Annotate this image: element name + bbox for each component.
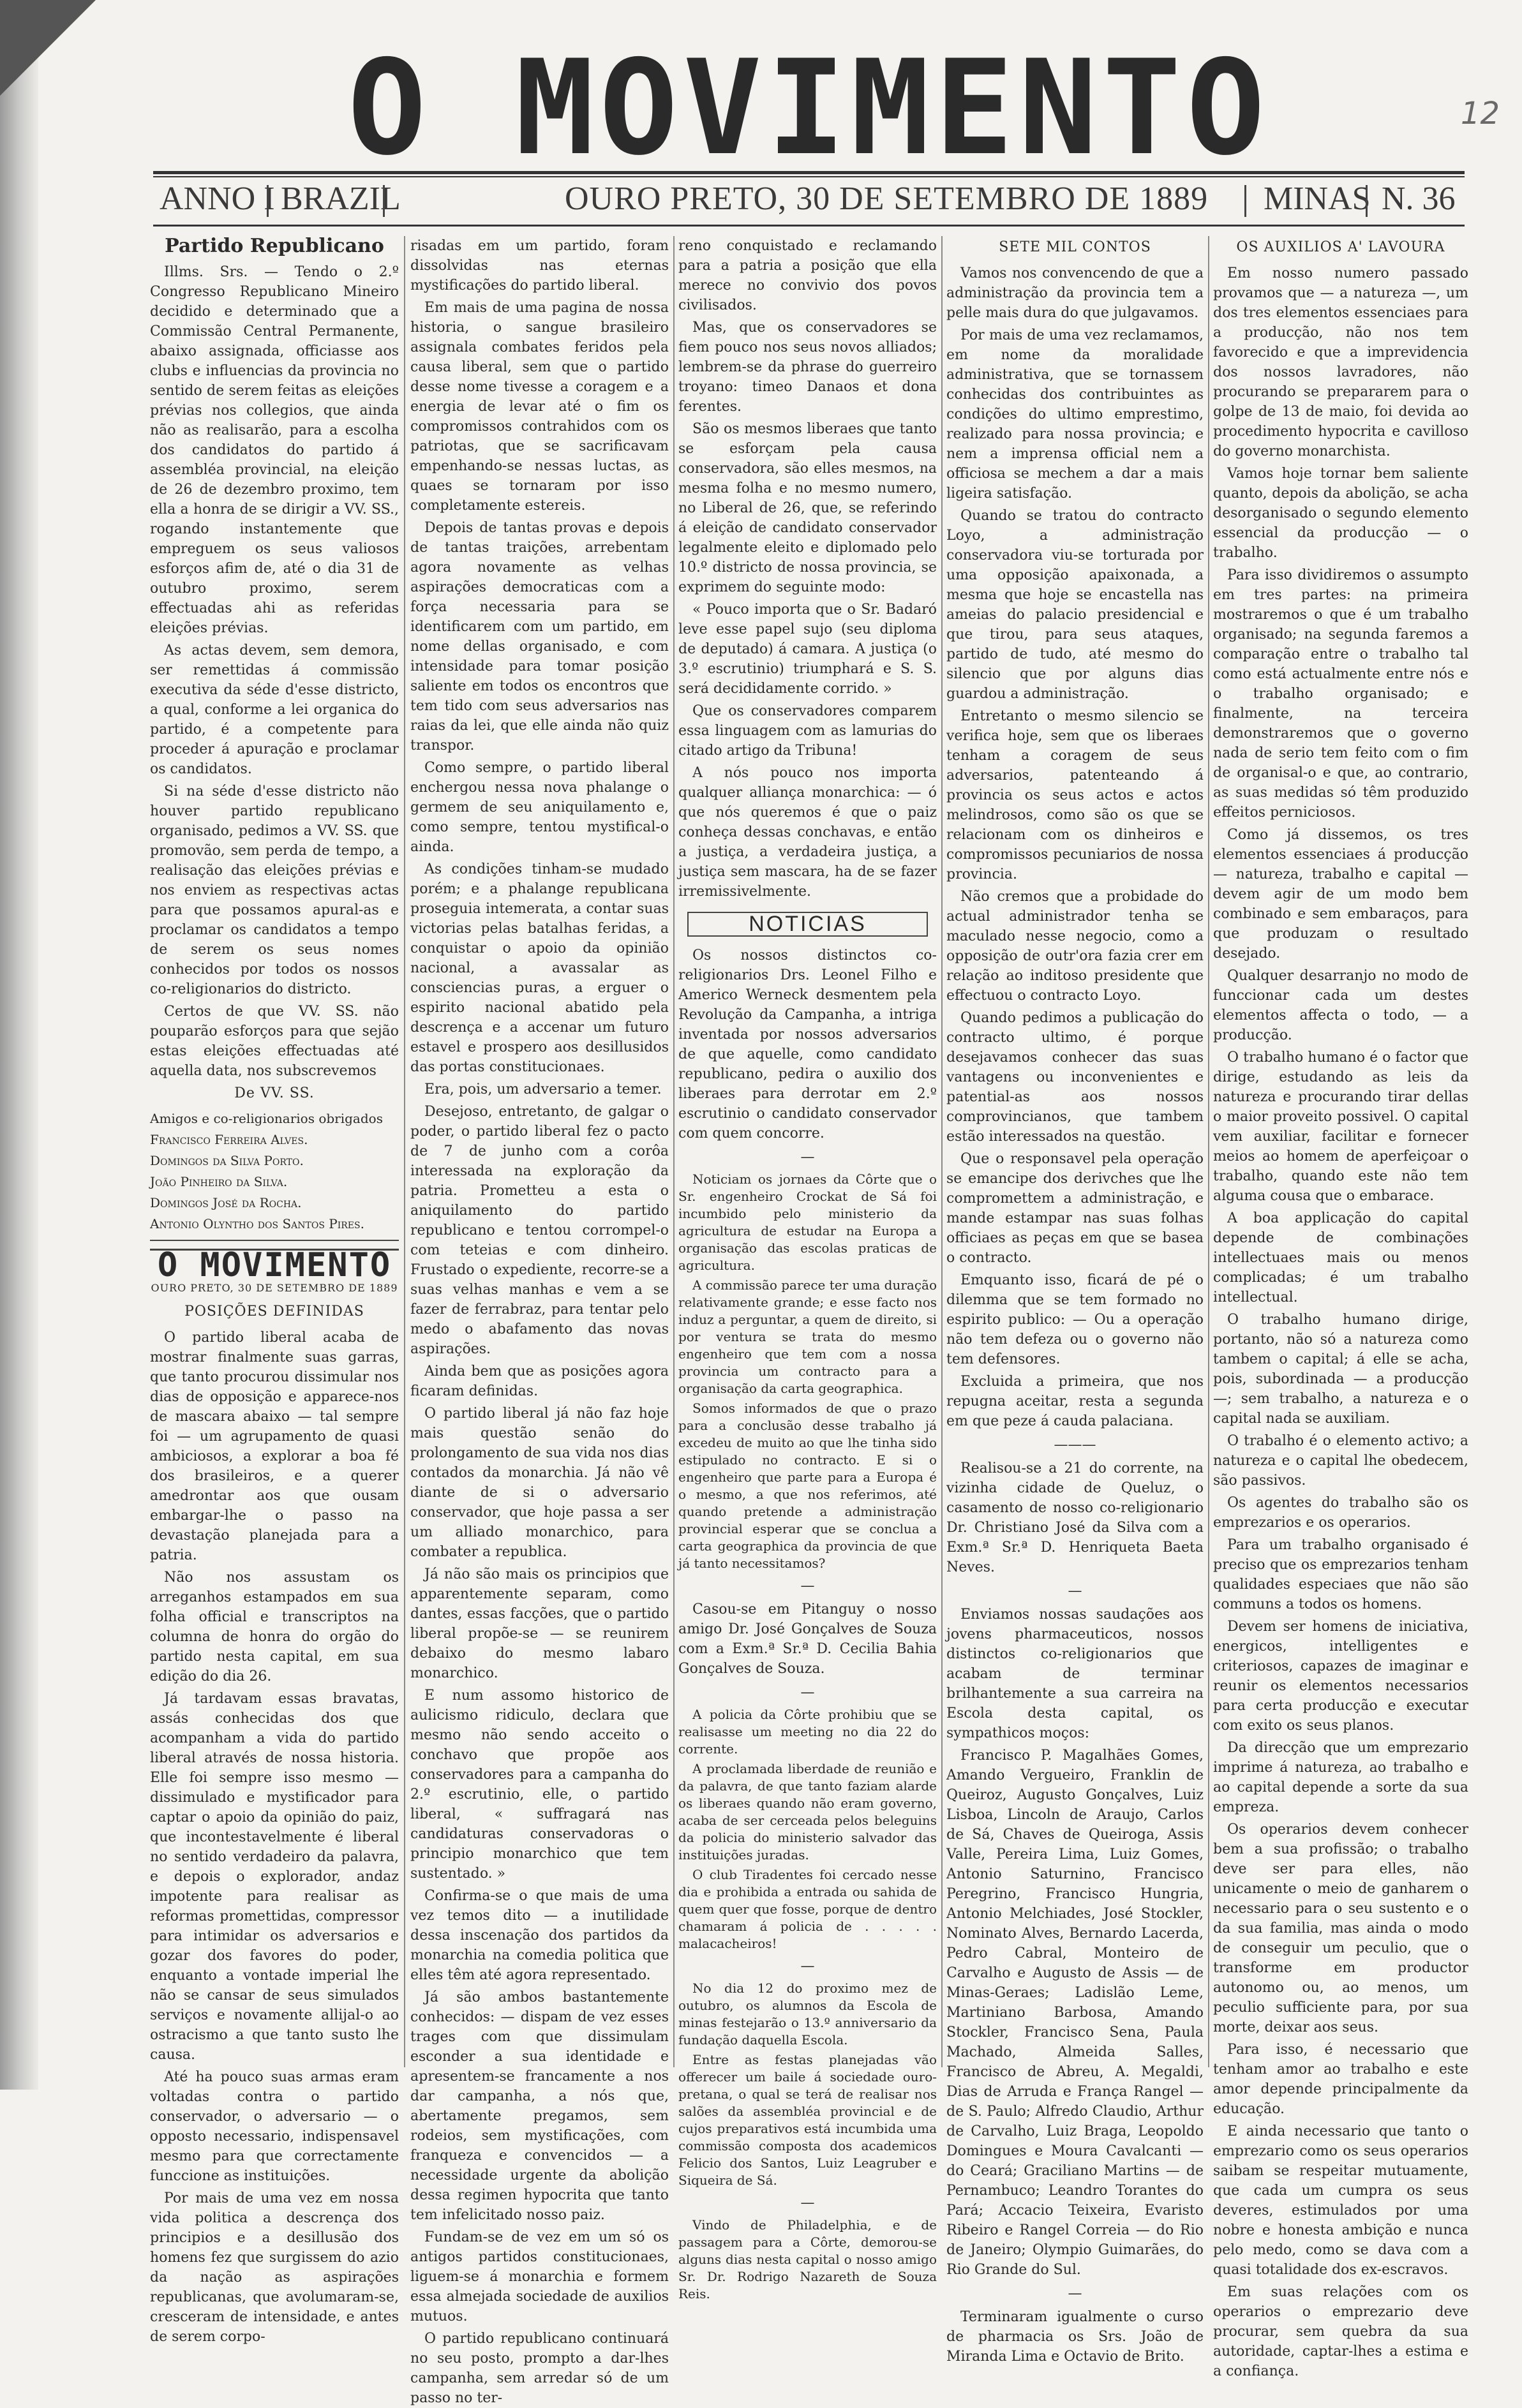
dateline-divider — [383, 185, 385, 217]
article-paragraph: Excluida a primeira, que nos repugna aceitar, resta a segunda em que peze á cauda palaciana. — [946, 1374, 1204, 1429]
column-5 — [1213, 236, 1468, 2379]
article-paragraph: O trabalho humano dirige, portanto, não só a natureza como tambem o capital; á elle se acha, pois, subordinada — a producção —; sem trabalho, a natureza e o capital nada se auxiliam. — [1213, 1312, 1468, 1427]
dateline-divider — [1244, 185, 1246, 217]
separator: — — [800, 1684, 815, 1700]
article-heading-sete-mil-contos: SETE MIL CONTOS — [999, 239, 1151, 255]
editorial-paragraph: O partido republicano continuará no seu posto, prompto a dar-lhes campanha, sem arredar só de um passo no ter- — [410, 2331, 669, 2406]
masthead-rule-top-thin — [153, 176, 1465, 177]
editorial-paragraph: Fundam-se de vez em um só os antigos partidos constitucionaes, liguem-se á monarchia e formem essa almejada sociedade de auxilios mutuos. — [410, 2229, 669, 2324]
editorial-paragraph: Desejoso, entretanto, de galgar o poder, o partido liberal fez o pacto de 7 de junho com a corôa interessada na exploração da patria. Prometteu a esta o aniquilamento do partido republicano e tentou corrompel-o com teteias e com dinheiro. Frustado o expediente, recorre-se a suas velhas manhas e vem a se fazer de ferrabraz, para tentar pelo medo o abafamento das novas aspirações. — [410, 1104, 669, 1357]
article-paragraph: Vamos hoje tornar bem saliente quanto, depois da abolição, se acha desorganisado o segundo elemento essencial da producção — o trabalho. — [1213, 466, 1468, 561]
article-paragraph: Entretanto o mesmo silencio se verifica hoje, sem que os liberaes tenham a coragem de seus adversarios, patenteando á provincia os seus actos e actos melindrosos, como são os que se relacionam com os dinheiros e compromissos pecuniarios de nossa provincia. — [946, 708, 1204, 882]
news-item: O club Tiradentes foi cercado nesse dia e prohibida a entrada ou sahida de quem quer que fosse, porque de dentro chamaram á policia de . . . . . malacacheiros! — [678, 1867, 937, 1951]
editorial-paragraph: Até ha pouco suas armas eram voltadas contra o partido conservador, o adversario — o opposto necessario, indispensavel mesmo para que correctamente funccione as instituições. — [150, 2069, 399, 2184]
column-rule — [673, 236, 675, 2067]
article-paragraph: Os agentes do trabalho são os emprezarios e os operarios. — [1213, 1495, 1468, 1531]
article-paragraph: E ainda necessario que tanto o emprezario como os seus operarios saibam se respeitar mutuamente, que cada um cumpra os seus deveres, estimulados por uma nobre e honesta ambição e nunca pelo medo, como se dava com a quasi totalidade dos ex-escravos. — [1213, 2123, 1468, 2278]
separator: — — [800, 2195, 815, 2211]
editorial-paragraph: Como sempre, o partido liberal enchergou nessa nova phalange o germem de seu aniquilamento e, como sempre, tentou mystifical-o ainda. — [410, 760, 669, 855]
editorial-paragraph: « Pouco importa que o Sr. Badaró leve esse papel sujo (seu diploma de deputado) á camara. A justiça (o 3.º escrutinio) triumphará e S. S. será decididamente corrido. » — [678, 602, 937, 697]
article-paragraph: Devem ser homens de iniciativa, energicos, intelligentes e criteriosos, capazes de imaginar e reunir os elementos necessarios para certa producção e executar com exito os seus planos. — [1213, 1619, 1468, 1734]
separator: ——— — [1054, 1437, 1096, 1453]
dateline-divider — [1366, 185, 1368, 217]
article-paragraph: Para isso dividiremos o assumpto em tres partes: na primeira mostraremos o que é um trabalho organisado; na segunda faremos a comparação entre o trabalho tal como está actualmente entre nós e o trabalho organisado; e finalmente, na terceira demonstraremos que o governo nada de serio tem feito com o fim de organisal-o e que, ao contrario, as suas medidas só têm produzido effeitos perniciosos. — [1213, 567, 1468, 821]
editorial-paragraph: As condições tinham-se mudado porém; e a phalange republicana proseguia intemerata, a contar suas victorias pelas batalhas feridas, a conquistar o apoio da opinião nacional, a avassalar as consciencias puras, a erguer o espirito nacional abatido pela descrença e a accenar um futuro estavel e prospero aos desillusidos das portas constitucionaes. — [410, 861, 669, 1075]
issue-number: N. 36 — [1382, 181, 1456, 217]
noticias-heading: NOTICIAS — [687, 912, 928, 937]
editorial-dateline: OURO PRETO, 30 DE SETEMBRO DE 1889 — [151, 1282, 398, 1294]
article-paragraph: Emquanto isso, ficará de pé o dilemma que se tem formado no espirito publico: — Ou a operação não tem defeza ou o governo não tem defensores. — [946, 1272, 1204, 1367]
closing-line: De VV. SS. — [234, 1085, 315, 1101]
closing-line-2: Amigos e co-religionarios obrigados — [150, 1111, 383, 1126]
separator: — — [800, 1958, 815, 1974]
folded-corner — [0, 0, 96, 96]
dateline-text: OURO PRETO, 30 DE SETEMBRO DE 1889 — [565, 181, 1209, 217]
signature: Domingos José da Rocha. — [150, 1195, 302, 1210]
news-item: No dia 12 do proximo mez de outubro, os alumnos da Escola de minas festejarão o 13.º anniversario da fundação daquella Escola. — [678, 1981, 937, 2048]
news-item: Francisco P. Magalhães Gomes, Amando Vergueiro, Franklin de Queiroz, Augusto Gonçalves, Luiz Lisboa, Lincoln de Araujo, Carlos de Sá, Chaves de Queiroga, Assis Valle, Pereira Lima, Luiz Gomes, Antonio Saturnino, Francisco Peregrino, Francisco Hungria, Antonio Melchiades, José Stockler, Nominato Alves, Bernardo Lacerda, Pedro Cabral, Monteiro de Carvalho e Augusto de Assis — de Minas-Geraes; Ladislão Leme, Martiniano Barbosa, Amando Stockler, Francisco Sena, Paula Machado, Almeida Salles, Francisco de Abreu, A. Megaldi, Dias de Arruda e França Rangel — de S. Paulo; Alfredo Claudio, Arthur de Carvalho, Luiz Braga, Leopoldo Domingues e Moura Cavalcanti — do Ceará; Graciliano Martins — de Pernambuco; Leandro Torantes do Pará; Accacio Teixeira, Evaristo Ribeiro e Rangel Correia — do Rio de Janeiro; Olympio Guimarães, do Rio Grande do Sul. — [946, 1748, 1204, 2278]
article-paragraph: Como já dissemos, os tres elementos essenciaes á producção — natureza, trabalho e capital — devem agir de um modo bem combinado e sem embaraços, para que produzam o resultado desejado. — [1213, 827, 1468, 962]
editorial-paragraph: Já são ambos bastantemente conhecidos: — dispam de vez esses trages com que dissimulam esconder a sua identidade e apresentem-se francamente a nos dar campanha, a nós que, abertamente pregamos, sem rodeios, sem mystificações, com franqueza e convencidos — a necessidade urgente da abolição dessa regimen hypocrita que tanto tem infelicitado nosso paiz. — [410, 1989, 669, 2223]
news-item: Entre as festas planejadas vão offerecer um baile á sociedade ouro-pretana, o qual se terá de realisar nos salões da assembléa provincial e de cujos preparativos está incumbida uma commissão composta dos academicos Felicio dos Santos, Luiz Leagruber e Siqueira de Sá. — [678, 2052, 937, 2188]
editorial-paragraph: Mas, que os conservadores se fiem pouco nos seus novos alliados; lembrem-se da phrase do guerreiro troyano: timeo Danaos et dona ferentes. — [678, 320, 937, 415]
editorial-paragraph: Que os conservadores comparem essa linguagem com as lamurias do citado artigo da Tribuna! — [678, 703, 937, 759]
editorial-paragraph: Já tardavam essas bravatas, assás conhecidas dos que acompanham a vida do partido liberal através de nossa historia. Elle foi sempre isso mesmo — dissimulado e mystificador para captar o apoio da opinião do paiz, que incontestavelmente é liberal no sentido verdadeiro da palavra, e depois o explorador, andaz impotente para realisar as reformas promettidas, compressor para intimidar os adversarios e gozar dos favores do poder, enquanto a vontade imperial lhe não se cansar de seus simulados serviços e novamente allijal-o ao ostracismo a que tanto susto lhe causa. — [150, 1691, 399, 2063]
article-paragraph: Para isso, é necessario que tenham amor ao trabalho e este amor depende principalmente da educação. — [1213, 2042, 1468, 2117]
article-paragraph: A boa applicação do capital depende de combinações intellectuaes mais ou menos complicadas; é um trabalho intellectual. — [1213, 1210, 1468, 1305]
news-item: Terminaram igualmente o curso de pharmacia os Srs. João de Miranda Lima e Octavio de Brito. — [946, 2309, 1204, 2365]
article-paragraph: Qualquer desarranjo no modo de funccionar cada um destes elementos affecta o todo, — a producção. — [1213, 968, 1468, 1043]
editorial-paragraph: reno conquistado e reclamando para a patria a posição que ella merece no convivio dos povos civilisados. — [678, 238, 937, 313]
column-3 — [678, 236, 937, 2301]
news-item: Noticiam os jornaes da Côrte que o Sr. engenheiro Crockat de Sá foi incumbido pelo ministerio da agricultura de estudar na Europa a organisação das escolas praticas de agricultura. — [678, 1171, 937, 1273]
article-paragraph: Certos de que VV. SS. não pouparão esforços para que sejão estas eleições effectuadas até aquella data, nos subscrevemos — [150, 1004, 399, 1079]
separator: — — [1068, 1583, 1082, 1599]
news-item: Os nossos distinctos co-religionarios Drs. Leonel Filho e Americo Werneck desmentem pela Revolução da Campanha, a intriga inventada por nossos adversarios de que aquelle, como candidato republicano, pedira o auxilio dos liberaes para derrotar em 2.º escrutinio o candidato conservador com quem concorre. — [678, 948, 937, 1141]
article-paragraph: Quando se tratou do contracto Loyo, a administração conservadora viu-se torturada por uma opposição apaixonada, a mesma que hoje se encastella nas ameias do palacio presidencial e que tirou, para seus ataques, partido de tudo, até mesmo do silencio que por alguns dias guardou a administração. — [946, 508, 1204, 702]
column-2 — [410, 236, 669, 2406]
scan-edge — [0, 0, 38, 2090]
article-paragraph: Si na séde d'esse districto não houver partido republicano organisado, pedimos a VV. SS. que promovão, sem perda de tempo, a realisação das eleições prévias e nos enviem as respectivas actas para que possamos apural-as e proclamar os candidatos a tempo de serem os seus nomes conhecidos por todos os nossos co-religionarios do districto. — [150, 784, 399, 997]
editorial-paragraph: O partido liberal acaba de mostrar finalmente suas garras, que tanto procurou dissimular nos dias de opposição e apparece-nos de mascara abaixo — tal sempre foi — um agrupamento de quasi ambiciosos, a explorar a boa fé dos brasileiros, e a querer amedrontar aos que ousam embargar-lhe o passo na devastação planejada para a patria. — [150, 1330, 399, 1563]
article-heading-partido: Partido Republicano — [165, 235, 384, 257]
minas-label: MINAS — [1264, 181, 1371, 217]
news-item: Realisou-se a 21 do corrente, na vizinha cidade de Queluz, o casamento de nosso co-religionario Dr. Christiano José da Silva com a Exm.ª Sr.ª D. Henriqueta Baeta Neves. — [946, 1460, 1204, 1575]
editorial-paragraph: risadas em um partido, foram dissolvidas nas eternas mystificações do partido liberal. — [410, 238, 669, 294]
dateline-bar — [153, 180, 1465, 218]
article-paragraph: Que o responsavel pela operação se emancipe dos derivches que lhe compromettem a administração, e mande estampar nas suas folhas officiaes as peças em que se basea o contracto. — [946, 1151, 1204, 1266]
article-paragraph: Por mais de uma vez reclamamos, em nome da moralidade administrativa, que se tornassem conhecidas dos contribuintes as condições do ultimo emprestimo, realizado para nossa provincia; e nem a imprensa official nem a officiosa se mechem a dar a mais ligeira satisfação. — [946, 327, 1204, 502]
masthead-rule-top — [153, 171, 1465, 174]
editorial-paragraph: Era, pois, um adversario a temer. — [424, 1081, 662, 1097]
separator: — — [800, 1149, 815, 1165]
editorial-paragraph: Ainda bem que as posições agora ficaram definidas. — [410, 1364, 669, 1399]
article-heading-auxilios: OS AUXILIOS A' LAVOURA — [1236, 239, 1445, 255]
brazil-label: BRAZIL — [281, 181, 401, 217]
column-rule — [1208, 236, 1209, 2067]
article-paragraph: As actas devem, sem demora, ser remettidas á commissão executiva da séde d'esse districto, a qual, conforme a lei organica do partido, é a competente para proceder á apuração e proclamar os candidatos. — [150, 643, 399, 777]
article-paragraph: Quando pedimos a publicação do contracto ultimo, é porque desejavamos conhecer das suas vantagens ou inconvenientes e patential-as aos nossos comprovincianos, que tambem estão interessados na questão. — [946, 1010, 1204, 1145]
editorial-masthead: O MOVIMENTO — [150, 1249, 399, 1275]
news-item: Enviamos nossas saudações aos jovens pharmaceuticos, nossos distinctos co-religionarios que acabam de terminar brilhantemente a sua carreira na Escola desta capital, os sympathicos moços: — [946, 1607, 1204, 1741]
article-paragraph: Os operarios devem conhecer bem a sua profissão; o trabalho deve ser para elles, não unicamente o meio de ganharem o necessario para o seu sustento e o da sua familia, mas ainda o modo de conseguir um peculio, que o transforme em productor autonomo ou, ao menos, um peculio sufficiente para, por sua morte, deixar aos seus. — [1213, 1822, 1468, 2035]
separator: — — [800, 1578, 815, 1594]
signature: Francisco Ferreira Alves. — [150, 1132, 308, 1147]
column-4 — [946, 236, 1204, 2365]
editorial-paragraph: Depois de tantas provas e depois de tantas traições, arrebentam agora novamente as velhas aspirações democraticas com a força necessaria para se identificarem com um partido, em nome dellas organisado, e com intensidade para tomar posição saliente em todos os encontros que tem tido com seus adversarios nas raias da lei, que elle ainda não quiz transpor. — [410, 520, 669, 754]
news-item: Somos informados de que o prazo para a conclusão desse trabalho já excedeu de muito ao que lhe tinha sido estipulado no contracto. E si o engenheiro que parte para a Europa é o mesmo, a que nos referimos, até quando pretende a administração provincial esperar que se conclua a carta geographica da provincia de que já tanto necessitamos? — [678, 1401, 937, 1571]
page-number-mark: 12 — [1460, 96, 1500, 131]
article-paragraph: O trabalho humano é o factor que dirige, estudando as leis da natureza e procurando tirar dellas o maior proveito possivel. O capital vem auxiliar, facilitar e fornecer meios ao homem de aperfeiçoar o trabalho, quando este não tem alguma cousa que o embarace. — [1213, 1050, 1468, 1204]
news-item: Vindo de Philadelphia, e de passagem para a Côrte, demorou-se alguns dias nesta capital o nosso amigo Sr. Dr. Rodrigo Nazareth de Souza Reis. — [678, 2217, 937, 2301]
news-item: A policia da Côrte prohibiu que se realisasse um meeting no dia 22 do corrente. — [678, 1707, 937, 1757]
article-paragraph: Para um trabalho organisado é preciso que os emprezarios tenham qualidades especiaes que não são communs a todos os homens. — [1213, 1537, 1468, 1612]
article-paragraph: Vamos nos convencendo de que a administração da provincia tem a pelle mais dura do que julgavamos. — [946, 265, 1204, 321]
article-paragraph: Da direcção que um emprezario imprime á natureza, ao trabalho e ao capital depende a sorte da sua empreza. — [1213, 1740, 1468, 1815]
dateline-divider — [267, 185, 269, 217]
article-paragraph: O trabalho é o elemento activo; a natureza e o capital lhe obedecem, são passivos. — [1213, 1433, 1468, 1489]
editorial-paragraph: São os mesmos liberaes que tanto se esforçam pela causa conservadora, são elles mesmos, na mesma folha e no mesmo numero, no Liberal de 26, que, se referindo á eleição de candidato conservador legalmente eleito e diplomado pelo 10.º districto de nossa provincia, se exprimem do seguinte modo: — [678, 421, 937, 595]
editorial-paragraph: Em mais de uma pagina de nossa historia, o sangue brasileiro assignala combates feridos pela causa liberal, sem que o partido desse nome tivesse a coragem e a energia de levar até o fim os compromissos contrahidos com os patriotas, que se sacrificavam empenhando-se nessas luctas, as quaes se tornaram por isso completamente estereis. — [410, 300, 669, 514]
article-paragraph: Em suas relações com os operarios o emprezario deve procurar, sem quebra da sua autoridade, captar-lhes a estima e a confiança. — [1213, 2284, 1468, 2379]
editorial-paragraph: Confirma-se o que mais de uma vez temos dito — a inutilidade dessa inscenação dos partidos da monarchia na comedia politica que elles têm até agora representado. — [410, 1888, 669, 1983]
editorial-heading: POSIÇÕES DEFINIDAS — [184, 1304, 364, 1319]
article-paragraph: Illms. Srs. — Tendo o 2.º Congresso Republicano Mineiro decidido e determinado que a Commissão Central Permanente, abaixo assignada, officiasse aos clubs e influencias da provincia no sentido de serem feitas as eleições prévias nos collegios, que ainda não as realisarão, para a escolha dos candidatos do partido á assembléa provincial, na eleição de 26 de dezembro proximo, tem ella a honra de se dirigir a VV. SS., rogando instantemente que empreguem os seus valiosos esforços afim de, até o dia 31 de outubro proximo, serem effectuadas ahi as referidas eleições prévias. — [150, 264, 399, 636]
editorial-paragraph: Já não são mais os principios que apparentemente separam, como dantes, essas facções, que o partido liberal propõe-se — se reunirem debaixo do mesmo labaro monarchico. — [410, 1566, 669, 1681]
signature: Antonio Olyntho dos Santos Pires. — [150, 1216, 364, 1231]
signature: Domingos da Silva Porto. — [150, 1153, 304, 1168]
news-item: Casou-se em Pitanguy o nosso amigo Dr. José Gonçalves de Souza com a Exm.ª Sr.ª D. Cecilia Bahia Gonçalves de Souza. — [678, 1602, 937, 1677]
signature-block — [150, 1110, 399, 1241]
column-rule — [941, 236, 943, 2067]
article-paragraph: Não cremos que a probidade do actual administrador tenha se maculado nesse negocio, como a opposição de outr'ora fazia crer em relação ao inditoso presidente que effectuou o contracto Loyo. — [946, 889, 1204, 1004]
column-rule — [404, 236, 405, 2067]
anno-label: ANNO I — [160, 181, 275, 217]
editorial-paragraph: E num assomo historico de aulicismo ridiculo, declara que mesmo não sendo acceito o conchavo que propõe aos conservadores para a campanha do 2.º escrutinio, elle, o partido liberal, « suffragará nas candidaturas conservadoras o principio monarchico que tem sustentado. » — [410, 1688, 669, 1882]
news-item: A proclamada liberdade de reunião e da palavra, de que tanto faziam alarde os liberaes quando não eram governo, acaba de ser cerceada pelos beleguins da policia do ministerio salvador das instituições juradas. — [678, 1761, 937, 1862]
article-paragraph: Em nosso numero passado provamos que — a natureza —, um dos tres elementos essenciaes para a producção, não nos tem favorecido e que a imprevidencia dos nossos lavradores, não procurando se prepararem para o golpe de 13 de maio, foi devida ao procedimento hypocrita e cavilloso do governo monarchista. — [1213, 265, 1468, 459]
column-1 — [150, 235, 399, 2345]
masthead-title: O MOVIMENTO — [347, 33, 1271, 184]
editorial-paragraph: Não nos assustam os arreganhos estampados em sua folha official e transcriptos na columna de honra do orgão do partido nesta capital, em sua edição do dia 26. — [150, 1570, 399, 1684]
editorial-paragraph: A nós pouco nos importa qualquer alliança monarchica: — ó que nós queremos é que o paiz conheça dessas conchavas, e então a justiça, a verdadeira justiça, a justiça sem mascara, ha de se fazer irremissivelmente. — [678, 765, 937, 900]
separator: — — [1068, 2285, 1082, 2301]
editorial-paragraph: Por mais de uma vez em nossa vida politica a descrença dos principios e a desillusão dos homens fez que surgissem do azio da nação as aspirações republicanas, que avolumaram-se, cresceram de intensidade, e antes de serem corpo- — [150, 2190, 399, 2345]
editorial-paragraph: O partido liberal já não faz hoje mais questão senão do prolongamento de sua vida nos dias contados da monarchia. Já não vê diante de si o adversario conservador, que hoje passa a ser um alliado monarchico, para combater a republica. — [410, 1406, 669, 1560]
signature: João Pinheiro da Silva. — [150, 1174, 288, 1189]
news-item: A commissão parece ter uma duração relativamente grande; e esse facto nos induz a perguntar, a quem de direito, si por ventura se trata do mesmo engenheiro que tem com a nossa provincia um contracto para a organisação da carta geographica. — [678, 1277, 937, 1396]
masthead-rule-bottom — [153, 225, 1465, 227]
